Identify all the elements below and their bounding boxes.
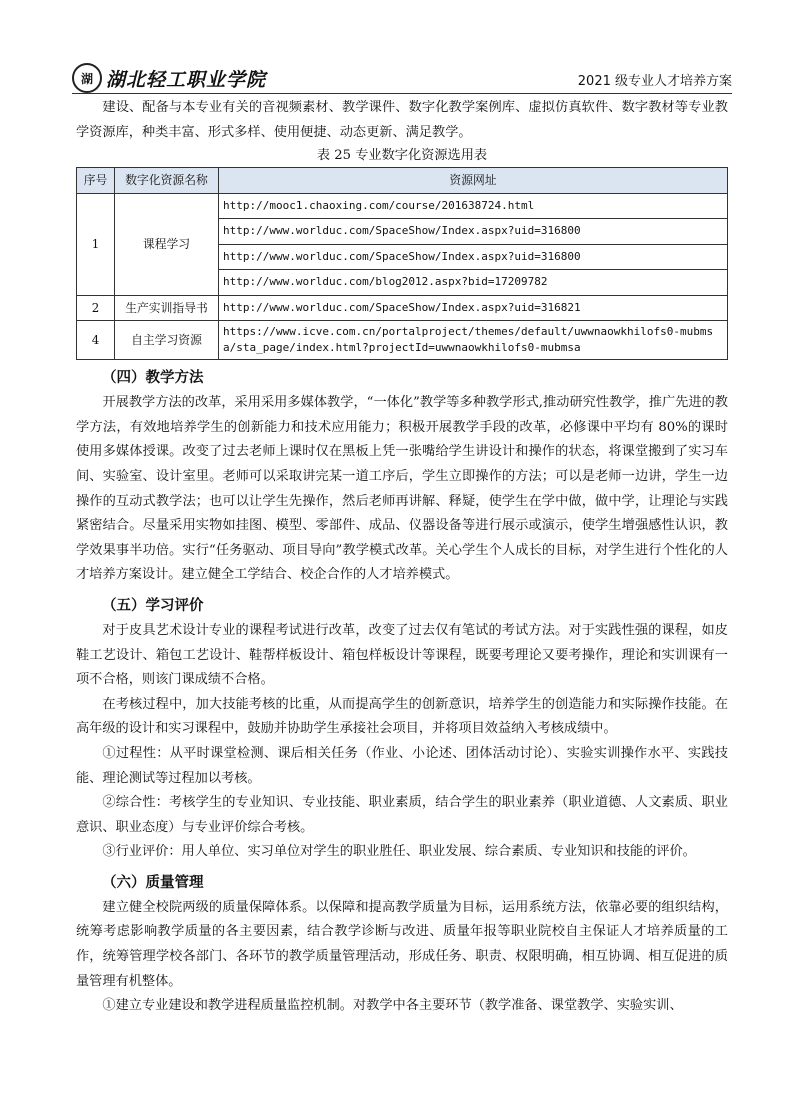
- table-header-cell: 序号: [77, 168, 115, 194]
- body-paragraph: ②综合性：考核学生的专业知识、专业技能、职业素质，结合学生的职业素养（职业道德、人文素质、职业意识、职业态度）与专业评价综合考核。: [76, 795, 728, 835]
- table-header-row: [77, 168, 728, 194]
- resource-url-link[interactable]: http://www.worlduc.com/SpaceShow/Index.aspx?uid=316800: [219, 219, 728, 245]
- school-emblem-icon: 湖: [72, 63, 102, 93]
- body-paragraph: 在考核过程中，加大技能考核的比重，从而提高学生的创新意识，培养学生的创造能力和实际操作技能。在高年级的设计和实习课程中，鼓励并协助学生承接社会项目，并将项目效益纳入考核成绩中。: [76, 696, 728, 737]
- resource-url-link[interactable]: https://www.icve.com.cn/portalproject/themes/default/uwwnaowkhilofs0-mubmsa/sta_page/index.html?projectId=uwwnaowkhilofs0-mubmsa: [219, 321, 728, 360]
- resource-name-cell: 自主学习资源: [115, 321, 219, 360]
- page-header: [72, 64, 732, 94]
- table-row: [77, 295, 728, 321]
- page-body: [76, 96, 728, 1019]
- table-header-cell: 数字化资源名称: [115, 168, 219, 194]
- body-paragraph: ③行业评价：用人单位、实习单位对学生的职业胜任、职业发展、综合素质、专业知识和技能的评价。: [102, 844, 696, 860]
- table-header-cell: 资源网址: [219, 168, 728, 194]
- school-logo-text: 湖北轻工职业学院: [106, 68, 267, 91]
- intro-paragraph: 建设、配备与本专业有关的音视频素材、教学课件、数字化教学案例库、虚拟仿真软件、数字教材等专业教学资源库，种类丰富、形式多样、使用便捷、动态更新、满足教学。: [76, 100, 728, 140]
- body-paragraph: ①建立专业建设和教学进程质量监控机制。对教学中各主要环节（教学准备、课堂教学、实验实训、: [102, 998, 683, 1014]
- header-divider: [72, 93, 732, 94]
- resource-url-link[interactable]: http://www.worlduc.com/SpaceShow/Index.aspx?uid=316800: [219, 244, 728, 270]
- row-number-cell: 2: [77, 295, 115, 321]
- section-heading-quality-management: （六）质量管理: [102, 874, 204, 891]
- row-number-cell: 1: [77, 193, 115, 295]
- resource-url-link[interactable]: http://www.worlduc.com/SpaceShow/Index.aspx?uid=316821: [219, 295, 728, 321]
- resource-url-link[interactable]: http://mooc1.chaoxing.com/course/201638724.html: [219, 193, 728, 219]
- resource-name-cell: 课程学习: [115, 193, 219, 295]
- body-paragraph: ①过程性：从平时课堂检测、课后相关任务（作业、小论述、团体活动讨论）、实验实训操作水平、实践技能、理论测试等过程加以考核。: [76, 745, 728, 786]
- resource-name-cell: 生产实训指导书: [115, 295, 219, 321]
- body-paragraph: 对于皮具艺术设计专业的课程考试进行改革，改变了过去仅有笔试的考试方法。对于实践性强的课程，如皮鞋工艺设计、箱包工艺设计、鞋帮样板设计、箱包样板设计等课程，既要考理论又要考操作，理论和实训课有一项不合格，则该门课成绩不合格。: [76, 622, 728, 688]
- section-heading-teaching-methods: （四）教学方法: [102, 370, 204, 387]
- table-row: [77, 321, 728, 360]
- table-row: [77, 193, 728, 219]
- table-caption: 表 25 专业数字化资源选用表: [316, 148, 488, 164]
- digital-resource-table: [76, 167, 728, 360]
- section-heading-learning-evaluation: （五）学习评价: [102, 597, 204, 614]
- resource-url-link[interactable]: http://www.worlduc.com/blog2012.aspx?bid=17209782: [219, 270, 728, 296]
- body-paragraph: 建立健全校院两级的质量保障体系。以保障和提高教学质量为目标，运用系统方法，依靠必要的组织结构，统筹考虑影响教学质量的各主要因素，结合教学诊断与改进、质量年报等职业院校自主保证人才培养质量的工作，统筹管理学校各部门、各环节的教学质量管理活动，形成任务、职责、权限明确，相互协调、相互促进的质量管理有机整体。: [76, 899, 728, 989]
- document-title: 2021 级专业人才培养方案: [577, 74, 732, 89]
- body-paragraph: 开展教学方法的改革，采用采用多媒体教学，“一体化”教学等多种教学形式,推动研究性教学，推广先进的教学方法，有效地培养学生的创新能力和技术应用能力；积极开展教学手段的改革，必修课中平均有 80%的课时使用多媒体授课。改变了过去老师上课时仅在黑板上凭一张嘴给学生讲设计和操作的状态，将课堂搬到了实习车间、实验室、设计室里。老师可以采取讲完某一道工序后，学生立即操作的方法；可以是老师一边讲，学生一边操作的互动式教学法；也可以让学生先操作，然后老师再讲解、释疑，使学生在学中做，做中学，让理论与实践紧密结合。尽量采用实物如挂图、模型、零部件、成品、仪器设备等进行展示或演示，使学生增强感性认识，教学效果事半功倍。实行“任务驱动、项目导向”教学模式改革。关心学生个人成长的目标，对学生进行个性化的人才培养方案设计。建立健全工学结合、校企合作的人才培养模式。: [76, 395, 728, 583]
- row-number-cell: 4: [77, 321, 115, 360]
- school-logo: [72, 64, 266, 92]
